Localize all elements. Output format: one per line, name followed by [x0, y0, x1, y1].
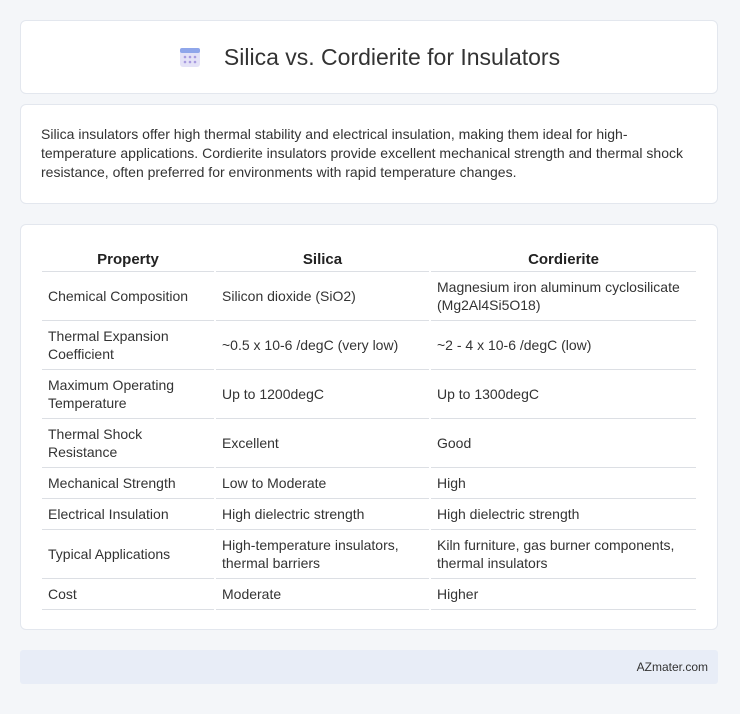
title-card	[20, 20, 718, 94]
silica-cell: High dielectric strength	[216, 499, 429, 530]
table-row	[42, 530, 696, 579]
property-cell: Thermal Shock Resistance	[42, 419, 214, 468]
table-row	[42, 370, 696, 419]
cordierite-cell: Magnesium iron aluminum cyclosilicate (Mg2Al4Si5O18)	[431, 272, 696, 321]
property-cell: Cost	[42, 579, 214, 610]
cordierite-cell: Up to 1300degC	[431, 370, 696, 419]
calendar-grid-icon	[178, 45, 202, 69]
footer	[20, 650, 718, 684]
silica-cell: Moderate	[216, 579, 429, 610]
silica-cell: Up to 1200degC	[216, 370, 429, 419]
cordierite-cell: Good	[431, 419, 696, 468]
comparison-table-card	[20, 224, 718, 630]
table-header-row	[42, 245, 696, 272]
silica-cell: ~0.5 x 10-6 /degC (very low)	[216, 321, 429, 370]
silica-cell: High-temperature insulators, thermal barriers	[216, 530, 429, 579]
page-title: Silica vs. Cordierite for Insulators	[223, 43, 561, 70]
cordierite-cell: High dielectric strength	[431, 499, 696, 530]
table-row	[42, 499, 696, 530]
intro-text: Silica insulators offer high thermal stability and electrical insulation, making them ideal for high-temperature applications. Cordierite insulators provide excellent mechanical strength and thermal shock resistance, often preferred for environments with rapid temperature changes.	[41, 126, 683, 180]
header-cordierite: Cordierite	[431, 245, 696, 272]
property-cell: Mechanical Strength	[42, 468, 214, 499]
intro-card	[20, 104, 718, 204]
table-row	[42, 468, 696, 499]
silica-cell: Low to Moderate	[216, 468, 429, 499]
cordierite-cell: Higher	[431, 579, 696, 610]
table-row	[42, 579, 696, 610]
property-cell: Thermal Expansion Coefficient	[42, 321, 214, 370]
table-row	[42, 272, 696, 321]
cordierite-cell: ~2 - 4 x 10-6 /degC (low)	[431, 321, 696, 370]
table-row	[42, 321, 696, 370]
comparison-table	[40, 245, 698, 610]
silica-cell: Excellent	[216, 419, 429, 468]
property-cell: Chemical Composition	[42, 272, 214, 321]
silica-cell: Silicon dioxide (SiO2)	[216, 272, 429, 321]
property-cell: Electrical Insulation	[42, 499, 214, 530]
footer-site-name: AZmater.com	[636, 660, 708, 674]
cordierite-cell: Kiln furniture, gas burner components, thermal insulators	[431, 530, 696, 579]
header-silica: Silica	[216, 245, 429, 272]
header-property: Property	[42, 245, 214, 272]
table-row	[42, 419, 696, 468]
cordierite-cell: High	[431, 468, 696, 499]
property-cell: Maximum Operating Temperature	[42, 370, 214, 419]
property-cell: Typical Applications	[42, 530, 214, 579]
